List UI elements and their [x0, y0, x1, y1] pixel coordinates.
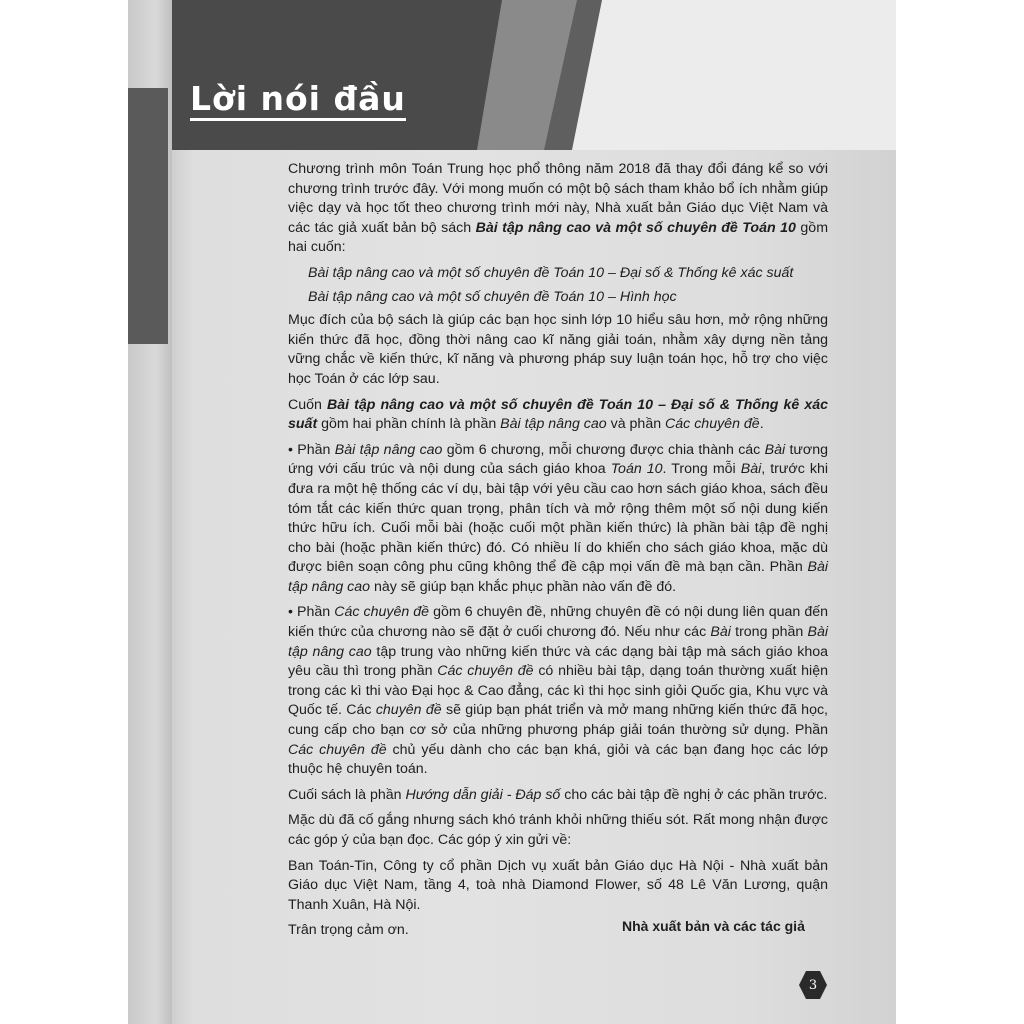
page-number-badge — [798, 970, 828, 1000]
answers-paragraph: Cuối sách là phần Hướng dẫn giải - Đáp số cho các bài tập đề nghị ở các phần trước. — [288, 786, 828, 803]
title-banner — [172, 0, 896, 150]
bullet-topics: • Phần Các chuyên đề gồm 6 chuyên đề, những chuyên đề có nội dung liên quan đến kiến thức của chương nào sẽ đặt ở cuối chương đó. Nếu như các Bài trong phần Bài tập nâng cao tập trung vào những kiến thức và các dạng bài tập mà sách giáo khoa yêu cầu thì trong phần Các chuyên đề có nhiều bài tập, dạng toán thường xuất hiện trong các kì thi vào Đại học & Cao đẳng, các kì thi học sinh giỏi Quốc gia, Khu vực và Quốc tế. Các chuyên đề sẽ giúp bạn phát triển và mở mang những kiến thức đã học, cung cấp cho bạn cơ sở của những phương pháp giải toán thường sử dụng. Phần Các chuyên đề chủ yếu dành cho các bạn khá, giỏi và các bạn đang học các lớp thuộc hệ chuyên toán. — [288, 604, 828, 778]
book-page — [172, 0, 896, 1024]
purpose-paragraph: Mục đích của bộ sách là giúp các bạn học sinh lớp 10 hiểu sâu hơn, mở rộng những kiến thức đã học, đồng thời nâng cao kĩ năng giải toán, nhằm xây dựng nền tảng vững chắc về kiến thức, kĩ năng và phương pháp suy luận toán học, hỗ trợ cho việc học Toán ở các lớp sau. — [288, 312, 828, 387]
intro-paragraph: Chương trình môn Toán Trung học phổ thông năm 2018 đã thay đổi đáng kể so với chương trình trước đây. Với mong muốn có một bộ sách tham khảo bổ ích nhằm giúp việc dạy và học tốt theo chương trình mới này, Nhà xuất bản Giáo dục Việt Nam và các tác giả xuất bản bộ sách Bài tập nâng cao và một số chuyên đề Toán 10 gồm hai cuốn: — [288, 161, 829, 256]
background-right — [896, 0, 1024, 1024]
body-text — [288, 160, 828, 947]
page-number: 3 — [808, 977, 818, 993]
book-title-2: Bài tập nâng cao và một số chuyên đề Toán 10 – Hình học — [308, 288, 677, 305]
structure-paragraph: Cuốn Bài tập nâng cao và một số chuyên đề Toán 10 – Đại số & Thống kê xác suất gồm hai phần chính là phần Bài tập nâng cao và phần Các chuyên đề. — [288, 396, 828, 433]
bullet-advanced-exercises: • Phần Bài tập nâng cao gồm 6 chương, mỗi chương được chia thành các Bài tương ứng với cấu trúc và nội dung của sách giáo khoa Toán 10. Trong mỗi Bài, trước khi đưa ra một hệ thống các ví dụ, bài tập với yêu cầu cao hơn sách giáo khoa, sách đều tóm tắt các kiến thức quan trọng, phân tích và mở rộng thêm một số nội dung kiến thức hữu ích. Cuối mỗi bài (hoặc cuối một phần kiến thức) là phần bài tập đề nghị cho bài (hoặc phần kiến thức) đó. Có nhiều lí do khiến cho sách giáo khoa, mặc dù được biên soạn công phu cũng không thể đề cập mọi vấn đề mà bạn cần. Phần Bài tập nâng cao này sẽ giúp bạn khắc phục phần nào vấn đề đó. — [288, 441, 828, 595]
page-title: Lời nói đầu — [190, 80, 406, 121]
series-name: Bài tập nâng cao và một số chuyên đề Toán 10 — [475, 219, 796, 236]
left-page-dark-block — [128, 88, 168, 344]
feedback-paragraph: Mặc dù đã cố gắng nhưng sách khó tránh khỏi những thiếu sót. Rất mong nhận được các góp ý của bạn đọc. Các góp ý xin gửi về: — [288, 812, 828, 848]
address-paragraph: Ban Toán-Tin, Công ty cổ phần Dịch vụ xuất bản Giáo dục Hà Nội - Nhà xuất bản Giáo dục Việt Nam, tầng 4, toà nhà Diamond Flower, số 48 Lê Văn Lương, quận Thanh Xuân, Hà Nội. — [288, 857, 828, 913]
closing-paragraph: Trân trọng cảm ơn. — [288, 922, 409, 939]
signature: Nhà xuất bản và các tác giả — [622, 918, 805, 934]
book-title-1: Bài tập nâng cao và một số chuyên đề Toán 10 – Đại số & Thống kê xác suất — [308, 264, 794, 281]
